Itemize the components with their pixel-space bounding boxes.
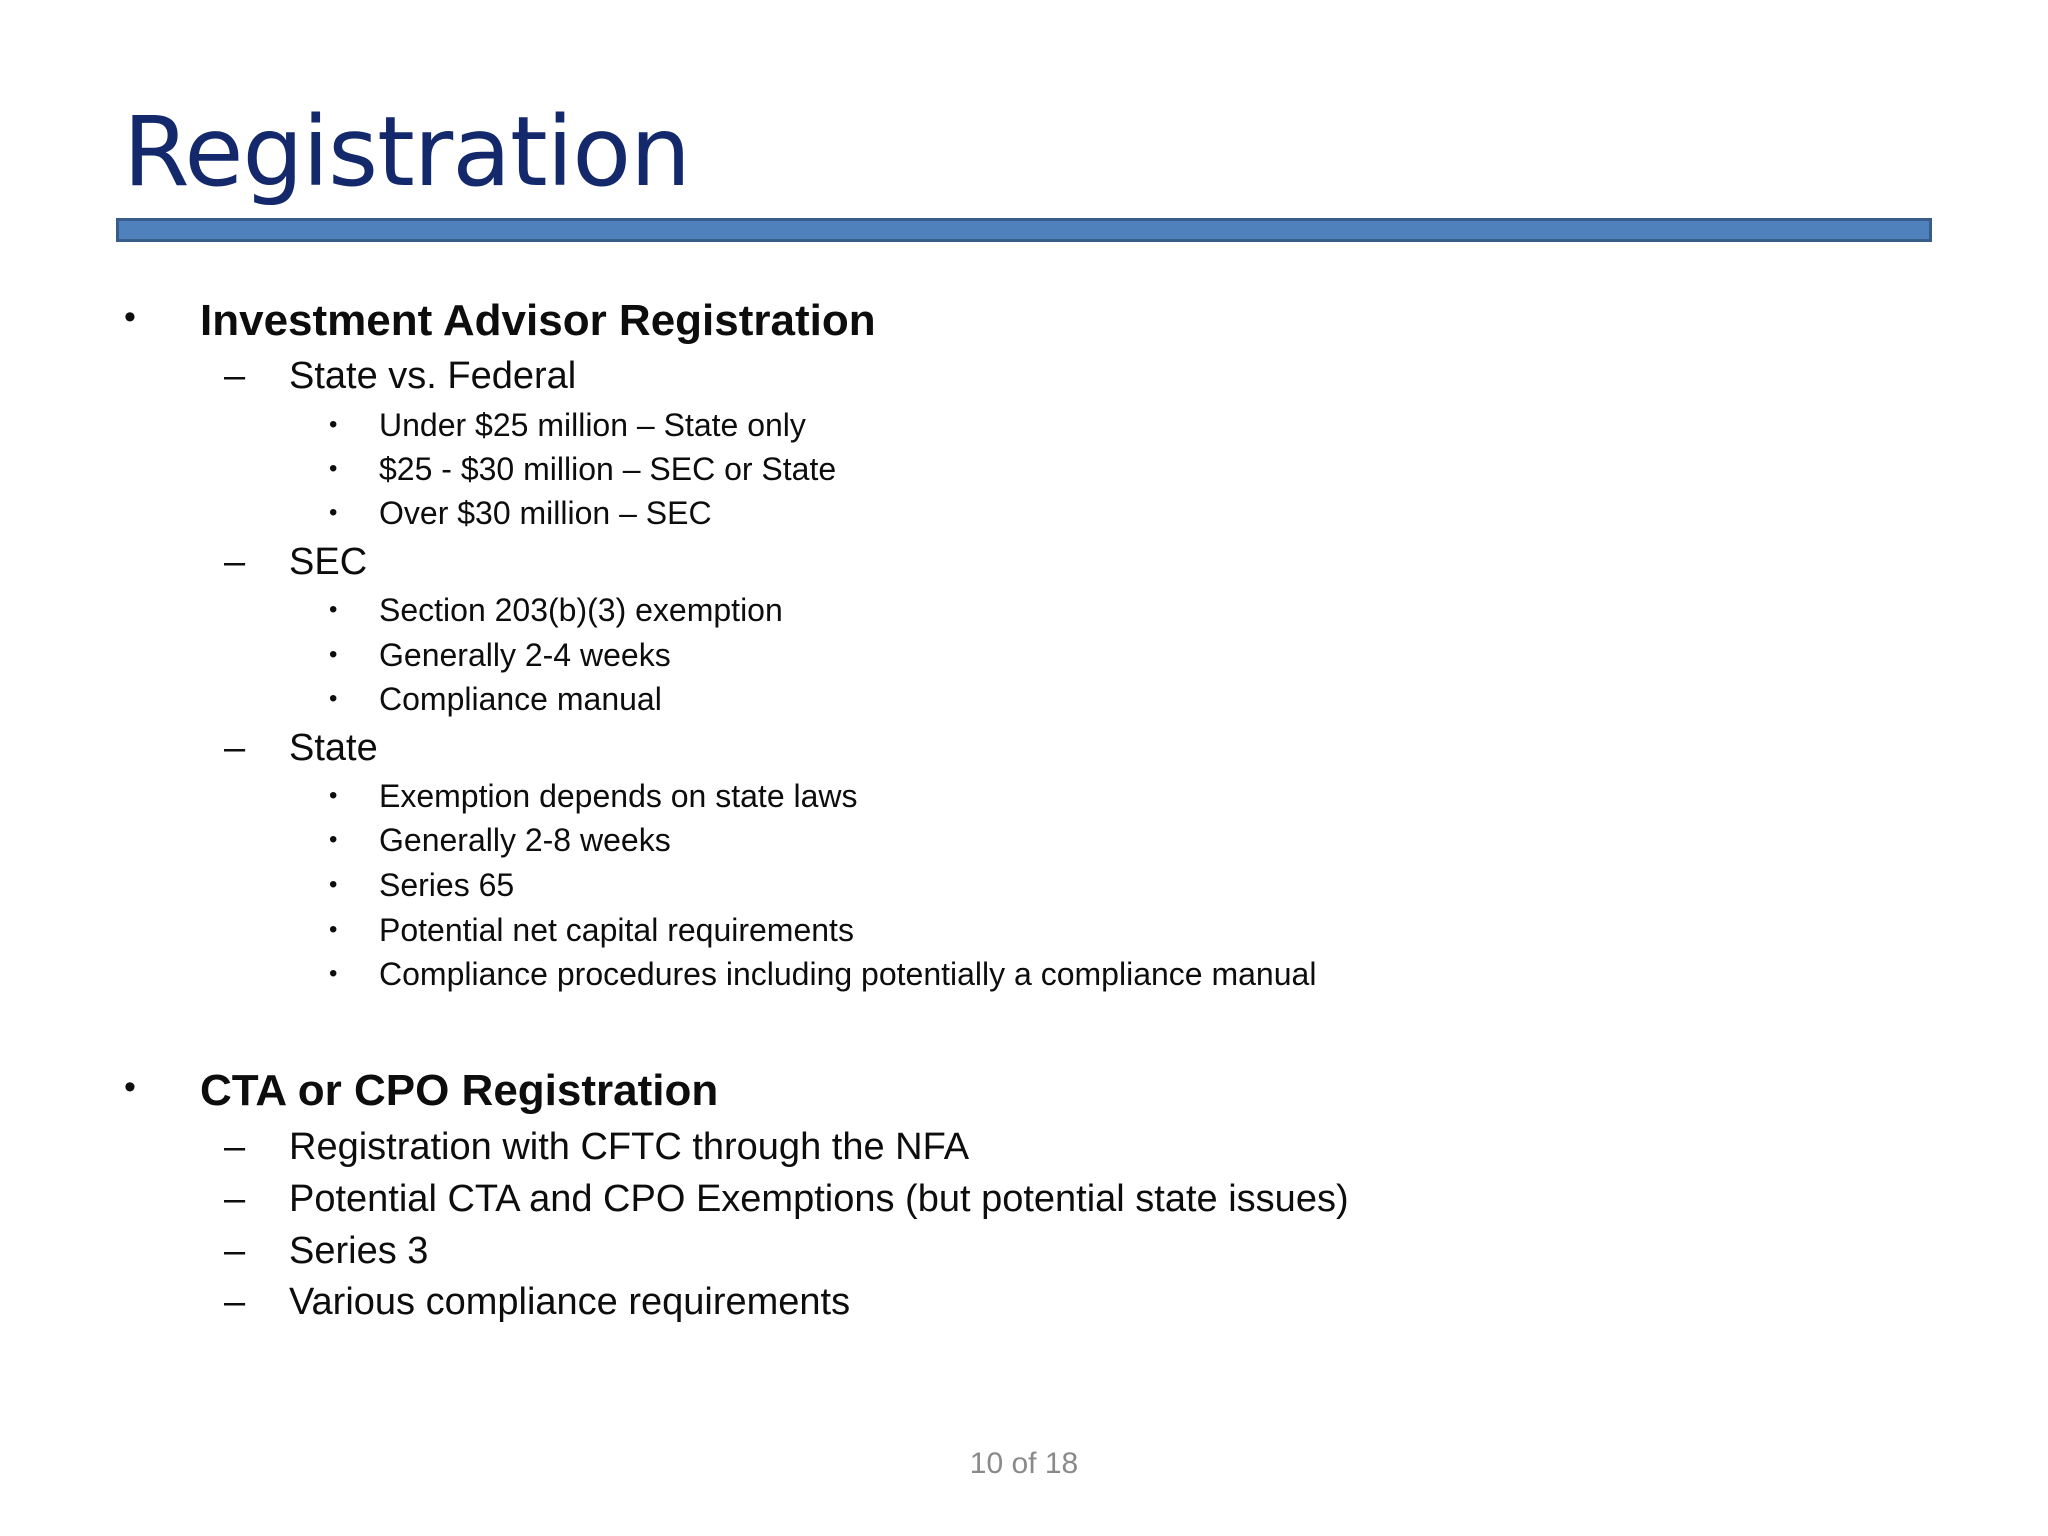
dash-icon: – (224, 1178, 246, 1220)
sub-list-item-text: Potential net capital requirements (379, 912, 854, 948)
page-indicator: 10 of 18 (969, 1447, 1079, 1480)
sub-list-item-text: $25 - $30 million – SEC or State (379, 451, 837, 487)
dash-icon: – (224, 727, 246, 769)
sub-list-item-text: Compliance procedures including potentially a compliance manual (379, 956, 1317, 992)
sub-bullet-icon: • (329, 641, 338, 668)
sub-bullet-icon: • (329, 685, 338, 712)
sub-bullet-icon: • (329, 455, 338, 482)
slide-title: Registration (123, 96, 690, 208)
sub-list-item-text: Compliance manual (379, 681, 662, 717)
sub-list-item-text: Generally 2-8 weeks (379, 822, 671, 858)
dash-icon: – (224, 1281, 246, 1323)
sub-bullet-icon: • (329, 782, 338, 809)
sub-list-item-text: Generally 2-4 weeks (379, 637, 671, 673)
sub-list-item-text: Series 65 (379, 867, 515, 903)
sub-bullet-icon: • (329, 826, 338, 853)
sub-bullet-icon: • (329, 871, 338, 898)
sub-bullet-icon: • (329, 916, 338, 943)
dash-icon: – (224, 1126, 246, 1168)
sub-list-item-text: Over $30 million – SEC (379, 495, 712, 531)
sub-bullet-icon: • (329, 411, 338, 438)
dash-icon: – (224, 541, 246, 583)
section-heading-text: CTA or CPO Registration (200, 1066, 719, 1115)
dash-icon: – (224, 1230, 246, 1272)
bullet-icon: • (124, 1068, 136, 1106)
dash-icon: – (224, 355, 246, 397)
list-item-text: State vs. Federal (289, 355, 577, 397)
sub-list-item-text: Exemption depends on state laws (379, 778, 858, 814)
list-item-text: Series 3 (289, 1230, 429, 1272)
list-item-text: State (289, 727, 378, 769)
list-item-text: SEC (289, 541, 368, 583)
sub-list-item-text: Section 203(b)(3) exemption (379, 592, 783, 628)
list-item-text: Registration with CFTC through the NFA (289, 1126, 970, 1168)
list-item-text: Various compliance requirements (289, 1281, 851, 1323)
bullet-icon: • (124, 298, 136, 336)
sub-bullet-icon: • (329, 499, 338, 526)
title-divider (116, 218, 1932, 242)
sub-bullet-icon: • (329, 960, 338, 987)
sub-list-item-text: Under $25 million – State only (379, 407, 806, 443)
sub-bullet-icon: • (329, 596, 338, 623)
list-item-text: Potential CTA and CPO Exemptions (but potential state issues) (289, 1178, 1349, 1220)
section-heading-text: Investment Advisor Registration (200, 296, 876, 345)
